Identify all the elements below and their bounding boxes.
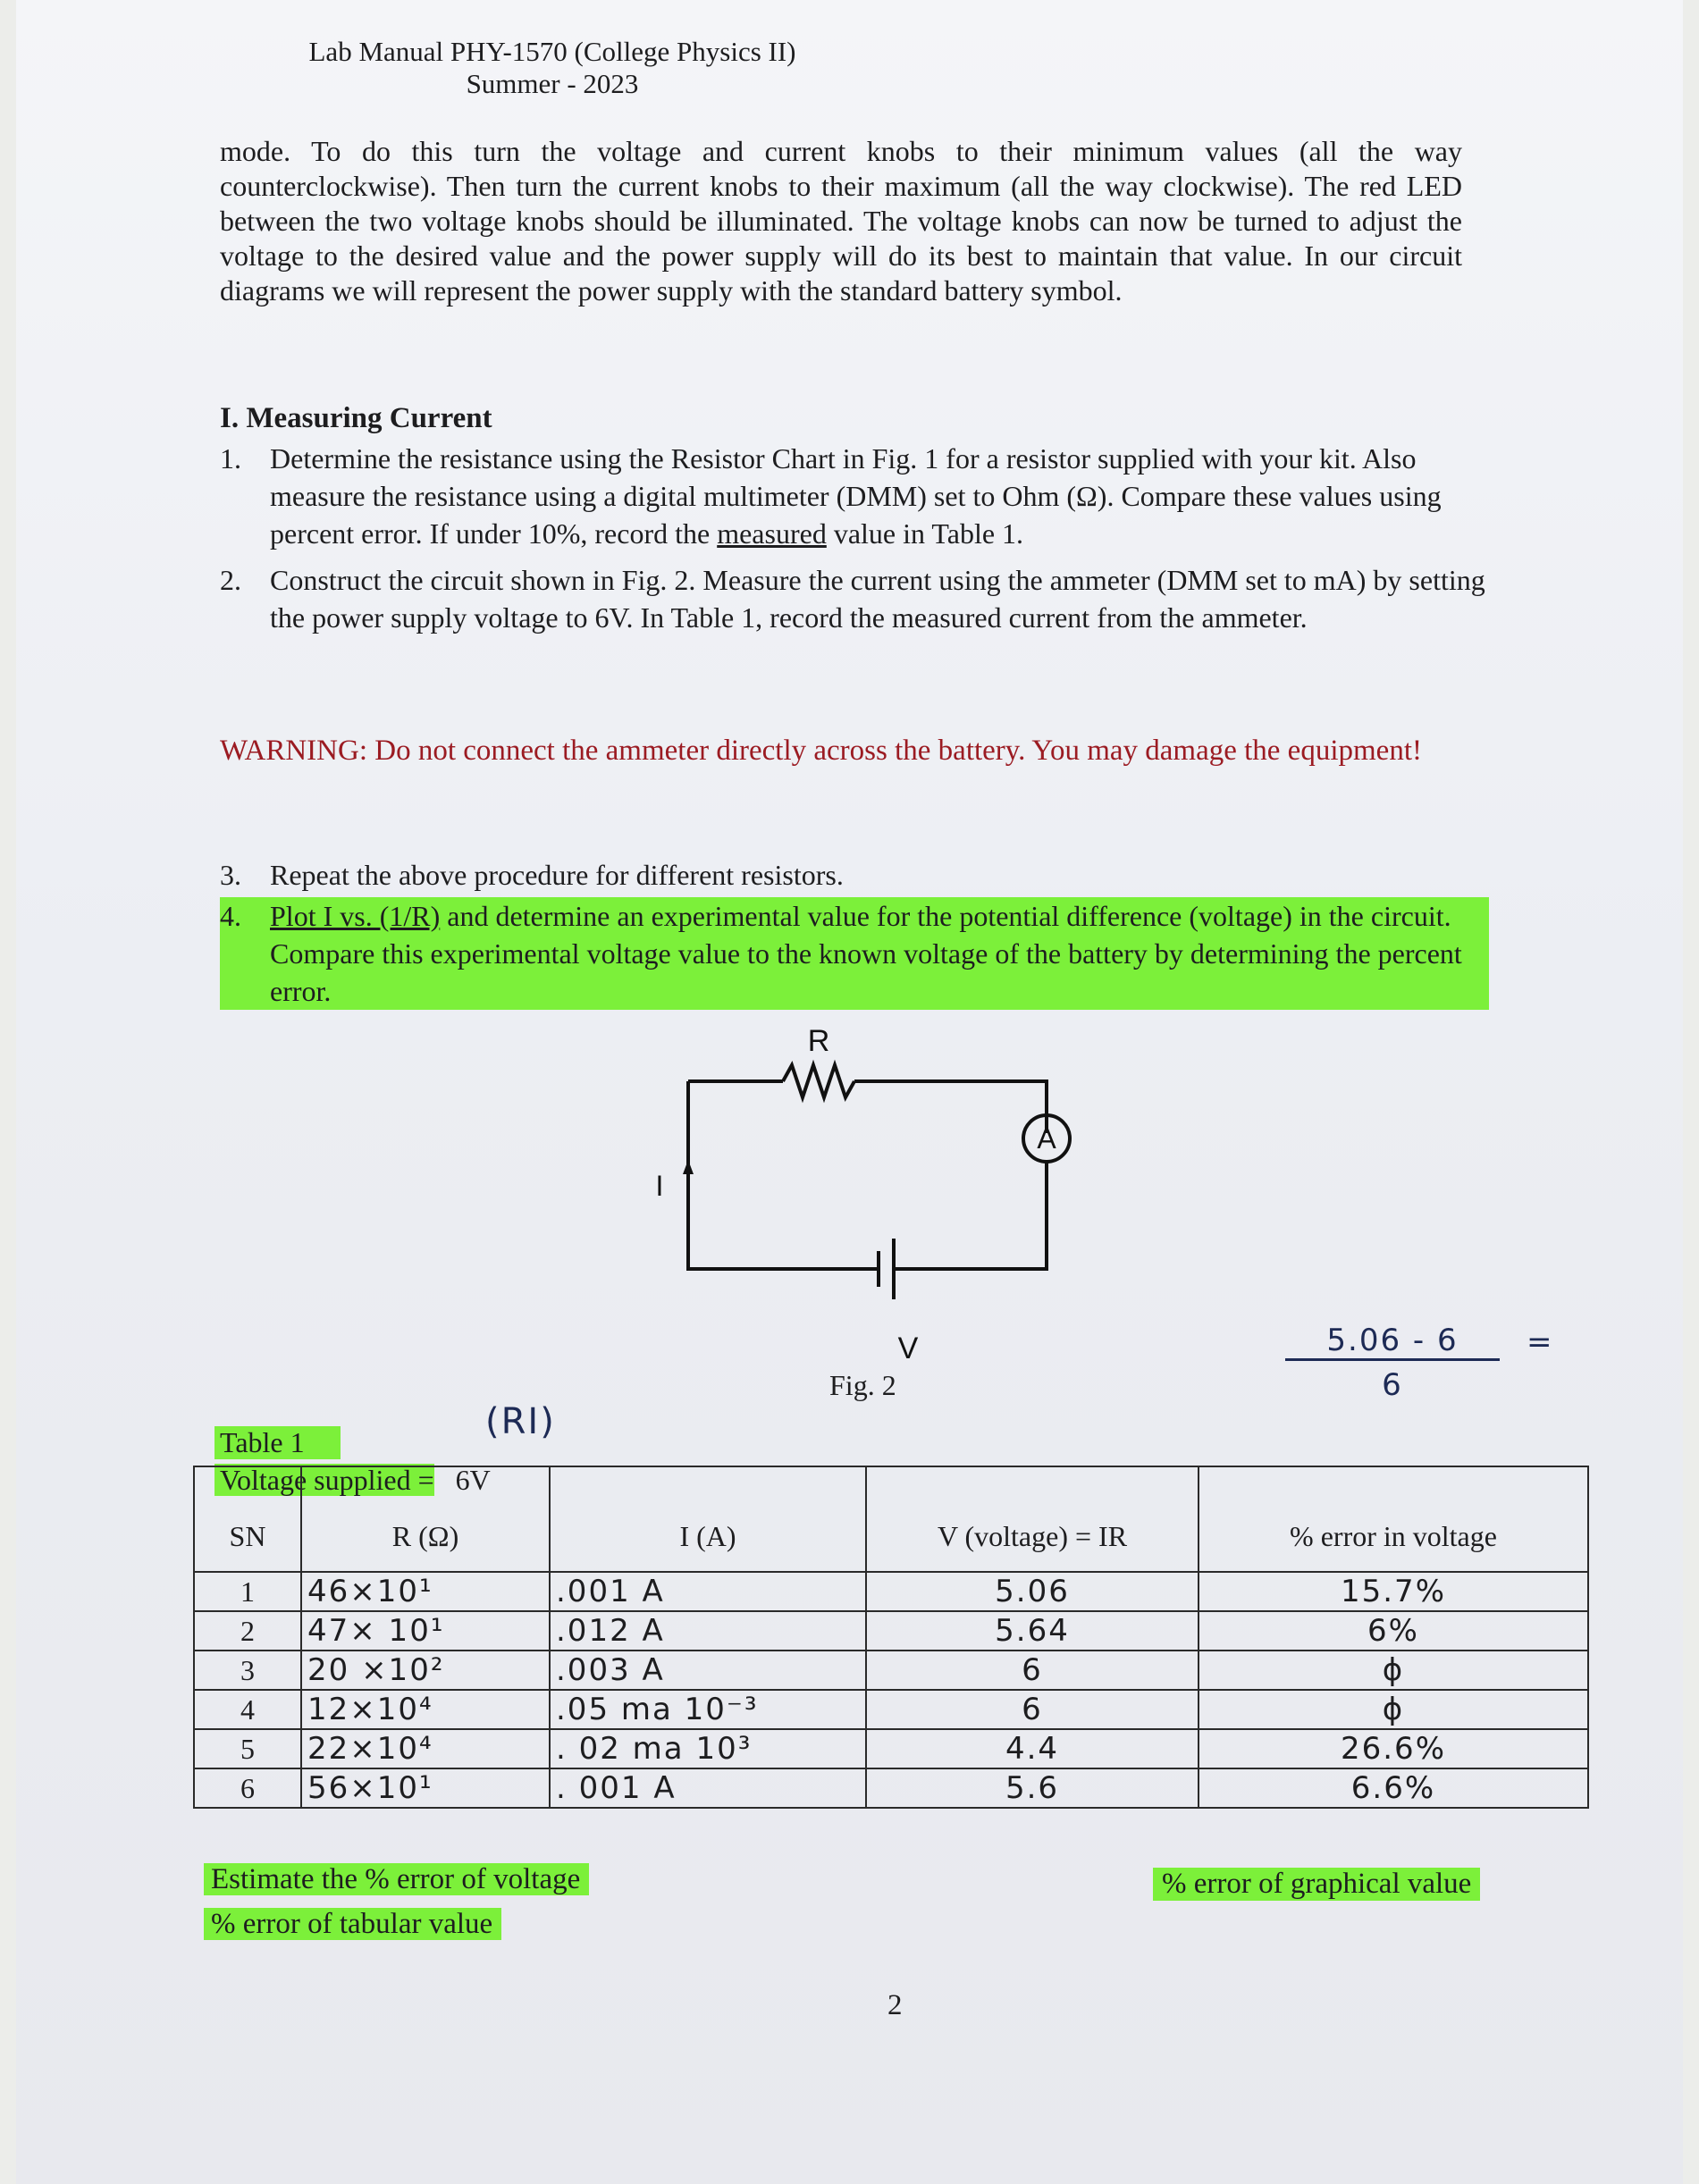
- cell-i: . 02 ma 10³: [550, 1729, 866, 1768]
- intro-paragraph: mode. To do this turn the voltage and current knobs to their minimum values (all the way counterclockwise). Then turn the current knobs to their maximum (all the way clockwise). The red LED between the two voltage knobs should be illuminated. The voltage knobs can now be turned to adjust the voltage to the desired value and the power supply will do its best to maintain that value. In our circuit diagrams we will represent the power supply with the standard battery symbol.: [220, 135, 1462, 307]
- header-term: Summer - 2023: [466, 68, 639, 99]
- top-right-wire: [854, 1081, 1047, 1133]
- cell-v: 5.64: [866, 1611, 1199, 1651]
- cell-sn: 4: [194, 1690, 301, 1729]
- label-resistor: R: [807, 1024, 830, 1058]
- graphical-line: % error of graphical value: [1153, 1868, 1480, 1901]
- cell-i: .012 A: [550, 1611, 866, 1651]
- cell-i: .001 A: [550, 1572, 866, 1611]
- handwritten-equals: =: [1527, 1324, 1554, 1360]
- handwritten-ri-note: (RI): [485, 1401, 556, 1442]
- label-current: I: [655, 1170, 664, 1202]
- voltage-supplied-value: 6V: [455, 1464, 491, 1496]
- page-number: 2: [887, 1989, 903, 2021]
- step-1: [220, 440, 1489, 552]
- step-list-continued: [220, 856, 1489, 1010]
- cell-error: 6.6%: [1199, 1768, 1588, 1808]
- table-row: [194, 1729, 1588, 1768]
- step-4: [220, 897, 1489, 1010]
- cell-error: ϕ: [1199, 1651, 1588, 1690]
- label-ammeter: A: [1037, 1122, 1056, 1155]
- page-header: [16, 36, 1089, 100]
- cell-i: .003 A: [550, 1651, 866, 1690]
- cell-i: . 001 A: [550, 1768, 866, 1808]
- cell-r: 56×10¹: [301, 1768, 550, 1808]
- lab-manual-page: [16, 0, 1683, 2184]
- cell-error: ϕ: [1199, 1690, 1588, 1729]
- table-row: [194, 1572, 1588, 1611]
- cell-v: 5.06: [866, 1572, 1199, 1611]
- cell-r: 20 ×10²: [301, 1651, 550, 1690]
- cell-r: 46×10¹: [301, 1572, 550, 1611]
- warning-note: WARNING: Do not connect the ammeter directly across the battery. You may damage the equipment!: [220, 735, 1422, 767]
- col-header-r: R (Ω): [301, 1466, 550, 1572]
- step-number: 3.: [220, 859, 241, 891]
- step-2: [220, 561, 1489, 636]
- table-header-row: [194, 1466, 1588, 1572]
- step-text: Repeat the above procedure for different resistors.: [270, 859, 844, 891]
- col-header-error: % error in voltage: [1199, 1466, 1588, 1572]
- step-text: Construct the circuit shown in Fig. 2. Measure the current using the ammeter (DMM set to mA) by setting the power supply voltage to 6V. In Table 1, record the measured current from the ammeter.: [270, 564, 1485, 634]
- table-row: [194, 1611, 1588, 1651]
- right-wire: [894, 1162, 1047, 1269]
- data-table: [193, 1466, 1589, 1809]
- col-header-v: V (voltage) = IR: [866, 1466, 1199, 1572]
- figure-caption: Fig. 2: [829, 1369, 896, 1401]
- cell-i: .05 ma 10⁻³: [550, 1690, 866, 1729]
- handwritten-numerator: 5.06 - 6: [1285, 1323, 1500, 1361]
- step-text: Determine the resistance using the Resistor Chart in Fig. 1 for a resistor supplied with your kit. Also measure the resistance using a digital multimeter (DMM) set to Ohm (Ω). Compare these values using percent error. If under 10%, record the measured value in Table 1.: [270, 442, 1442, 550]
- cell-v: 6: [866, 1690, 1199, 1729]
- current-arrow-icon: [683, 1160, 694, 1174]
- measured-underline: measured: [717, 517, 827, 550]
- cell-v: 5.6: [866, 1768, 1199, 1808]
- step-number: 1.: [220, 442, 241, 475]
- cell-v: 4.4: [866, 1729, 1199, 1768]
- cell-v: 6: [866, 1651, 1199, 1690]
- circuit-diagram: [624, 1008, 1124, 1383]
- cell-sn: 2: [194, 1611, 301, 1651]
- estimate-notes: [204, 1857, 589, 1946]
- cell-r: 47× 10¹: [301, 1611, 550, 1651]
- step-text-highlighted: Plot I vs. (1/R) and determine an experimental value for the potential difference (voltage) in the circuit. Compare this experimental voltage value to the known voltage of the battery by determining the percent error.: [270, 897, 1489, 1010]
- cell-sn: 5: [194, 1729, 301, 1768]
- step-number: 4.: [220, 897, 270, 1010]
- plot-underline: Plot I vs. (1/R): [270, 900, 441, 932]
- table-row: [194, 1651, 1588, 1690]
- label-voltage: V: [897, 1331, 919, 1365]
- cell-error: 26.6%: [1199, 1729, 1588, 1768]
- table-row: [194, 1768, 1588, 1808]
- cell-sn: 1: [194, 1572, 301, 1611]
- col-header-sn: SN: [194, 1466, 301, 1572]
- cell-sn: 6: [194, 1768, 301, 1808]
- estimate-line: Estimate the % error of voltage: [204, 1863, 589, 1895]
- cell-sn: 3: [194, 1651, 301, 1690]
- table-title: Table 1: [214, 1426, 341, 1459]
- cell-r: 12×10⁴: [301, 1690, 550, 1729]
- step-number: 2.: [220, 564, 241, 596]
- voltage-supplied-label: Voltage supplied =: [214, 1464, 434, 1496]
- table-row: [194, 1690, 1588, 1729]
- step-3: [220, 856, 1489, 894]
- tabular-line: % error of tabular value: [204, 1908, 501, 1940]
- cell-error: 15.7%: [1199, 1572, 1588, 1611]
- resistor-symbol: [783, 1065, 854, 1097]
- left-wire: [688, 1081, 879, 1269]
- cell-r: 22×10⁴: [301, 1729, 550, 1768]
- step-list: [220, 440, 1489, 636]
- cell-error: 6%: [1199, 1611, 1588, 1651]
- col-header-i: I (A): [550, 1466, 866, 1572]
- handwritten-denominator: 6: [1382, 1367, 1403, 1403]
- header-title: Lab Manual PHY-1570 (College Physics II): [308, 36, 796, 67]
- section-heading: I. Measuring Current: [220, 402, 492, 434]
